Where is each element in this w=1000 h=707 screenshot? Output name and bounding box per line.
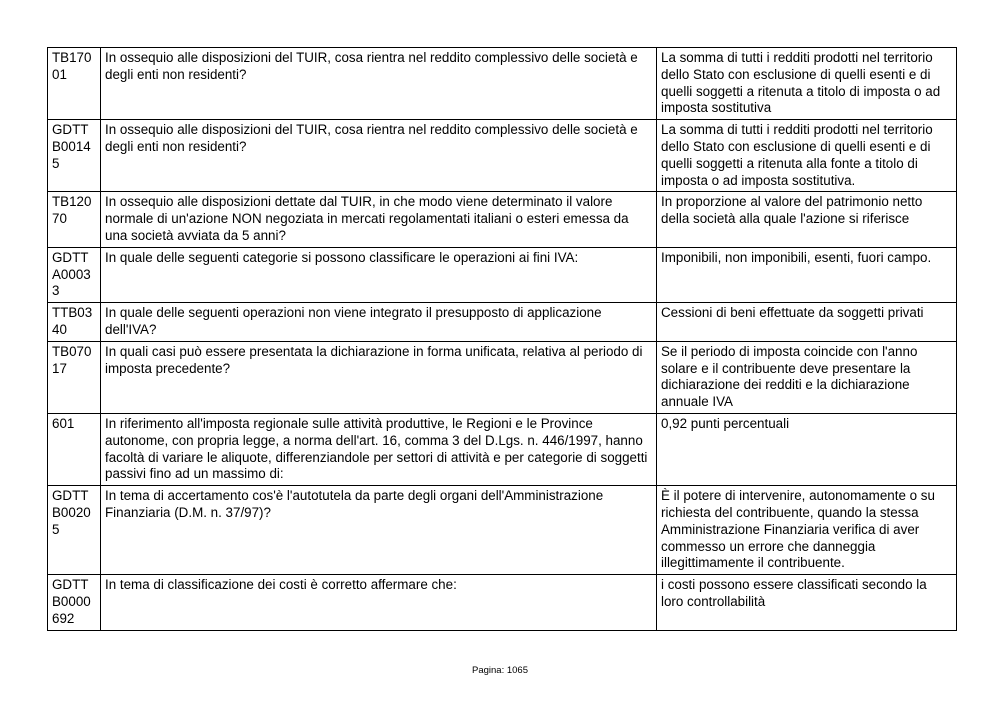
question-text: In quali casi può essere presentata la dichiarazione in forma unificata, relativa al periodo di imposta precedente? <box>101 341 657 413</box>
question-code: TTB0340 <box>48 303 101 342</box>
answer-text: Se il periodo di imposta coincide con l'anno solare e il contribuente deve presentare la dichiarazione dei redditi e la dichiarazione annuale IVA <box>657 341 957 413</box>
question-code: GDTTB0000692 <box>48 575 101 630</box>
table-row <box>48 247 957 302</box>
question-text: In tema di classificazione dei costi è corretto affermare che: <box>101 575 657 630</box>
question-code: GDTTB00205 <box>48 486 101 575</box>
table-row <box>48 303 957 342</box>
table-row <box>48 192 957 247</box>
answer-text: i costi possono essere classificati secondo la loro controllabilità <box>657 575 957 630</box>
table-row <box>48 413 957 485</box>
question-code: TB12070 <box>48 192 101 247</box>
table-row <box>48 48 957 120</box>
questions-table <box>47 47 957 631</box>
question-text: In ossequio alle disposizioni dettate dal TUIR, in che modo viene determinato il valore normale di un'azione NON negoziata in mercati regolamentati italiani o esteri emessa da una società avviata da 5 anni? <box>101 192 657 247</box>
answer-text: In proporzione al valore del patrimonio netto della società alla quale l'azione si riferisce <box>657 192 957 247</box>
table-row <box>48 120 957 192</box>
question-text: In quale delle seguenti operazioni non viene integrato il presupposto di applicazione dell'IVA? <box>101 303 657 342</box>
answer-text: La somma di tutti i redditi prodotti nel territorio dello Stato con esclusione di quelli esenti e di quelli soggetti a ritenuta a titolo di imposta o ad imposta sostitutiva <box>657 48 957 120</box>
question-text: In riferimento all'imposta regionale sulle attività produttive, le Regioni e le Province autonome, con propria legge, a norma dell'art. 16, comma 3 del D.Lgs. n. 446/1997, hanno facoltà di variare le aliquote, differenziandole per settori di attività e per categorie di soggetti passivi fino ad un massimo di: <box>101 413 657 485</box>
question-code: TB07017 <box>48 341 101 413</box>
answer-text: È il potere di intervenire, autonomamente o su richiesta del contribuente, quando la stessa Amministrazione Finanziaria verifica di aver commesso un errore che danneggia illegittimamente il contribuente. <box>657 486 957 575</box>
table-row <box>48 341 957 413</box>
question-text: In tema di accertamento cos'è l'autotutela da parte degli organi dell'Amministrazione Finanziaria (D.M. n. 37/97)? <box>101 486 657 575</box>
table-row <box>48 575 957 630</box>
question-code: GDTTB00145 <box>48 120 101 192</box>
answer-text: Cessioni di beni effettuate da soggetti privati <box>657 303 957 342</box>
question-code: 601 <box>48 413 101 485</box>
answer-text: La somma di tutti i redditi prodotti nel territorio dello Stato con esclusione di quelli esenti e di quelli soggetti a ritenuta alla fonte a titolo di imposta o ad imposta sostitutiva. <box>657 120 957 192</box>
question-text: In ossequio alle disposizioni del TUIR, cosa rientra nel reddito complessivo delle società e degli enti non residenti? <box>101 48 657 120</box>
table-row <box>48 486 957 575</box>
page-number: Pagina: 1065 <box>472 665 528 676</box>
question-code: GDTTA00033 <box>48 247 101 302</box>
question-text: In ossequio alle disposizioni del TUIR, cosa rientra nel reddito complessivo delle società e degli enti non residenti? <box>101 120 657 192</box>
answer-text: 0,92 punti percentuali <box>657 413 957 485</box>
question-code: TB17001 <box>48 48 101 120</box>
question-text: In quale delle seguenti categorie si possono classificare le operazioni ai fini IVA: <box>101 247 657 302</box>
answer-text: Imponibili, non imponibili, esenti, fuori campo. <box>657 247 957 302</box>
